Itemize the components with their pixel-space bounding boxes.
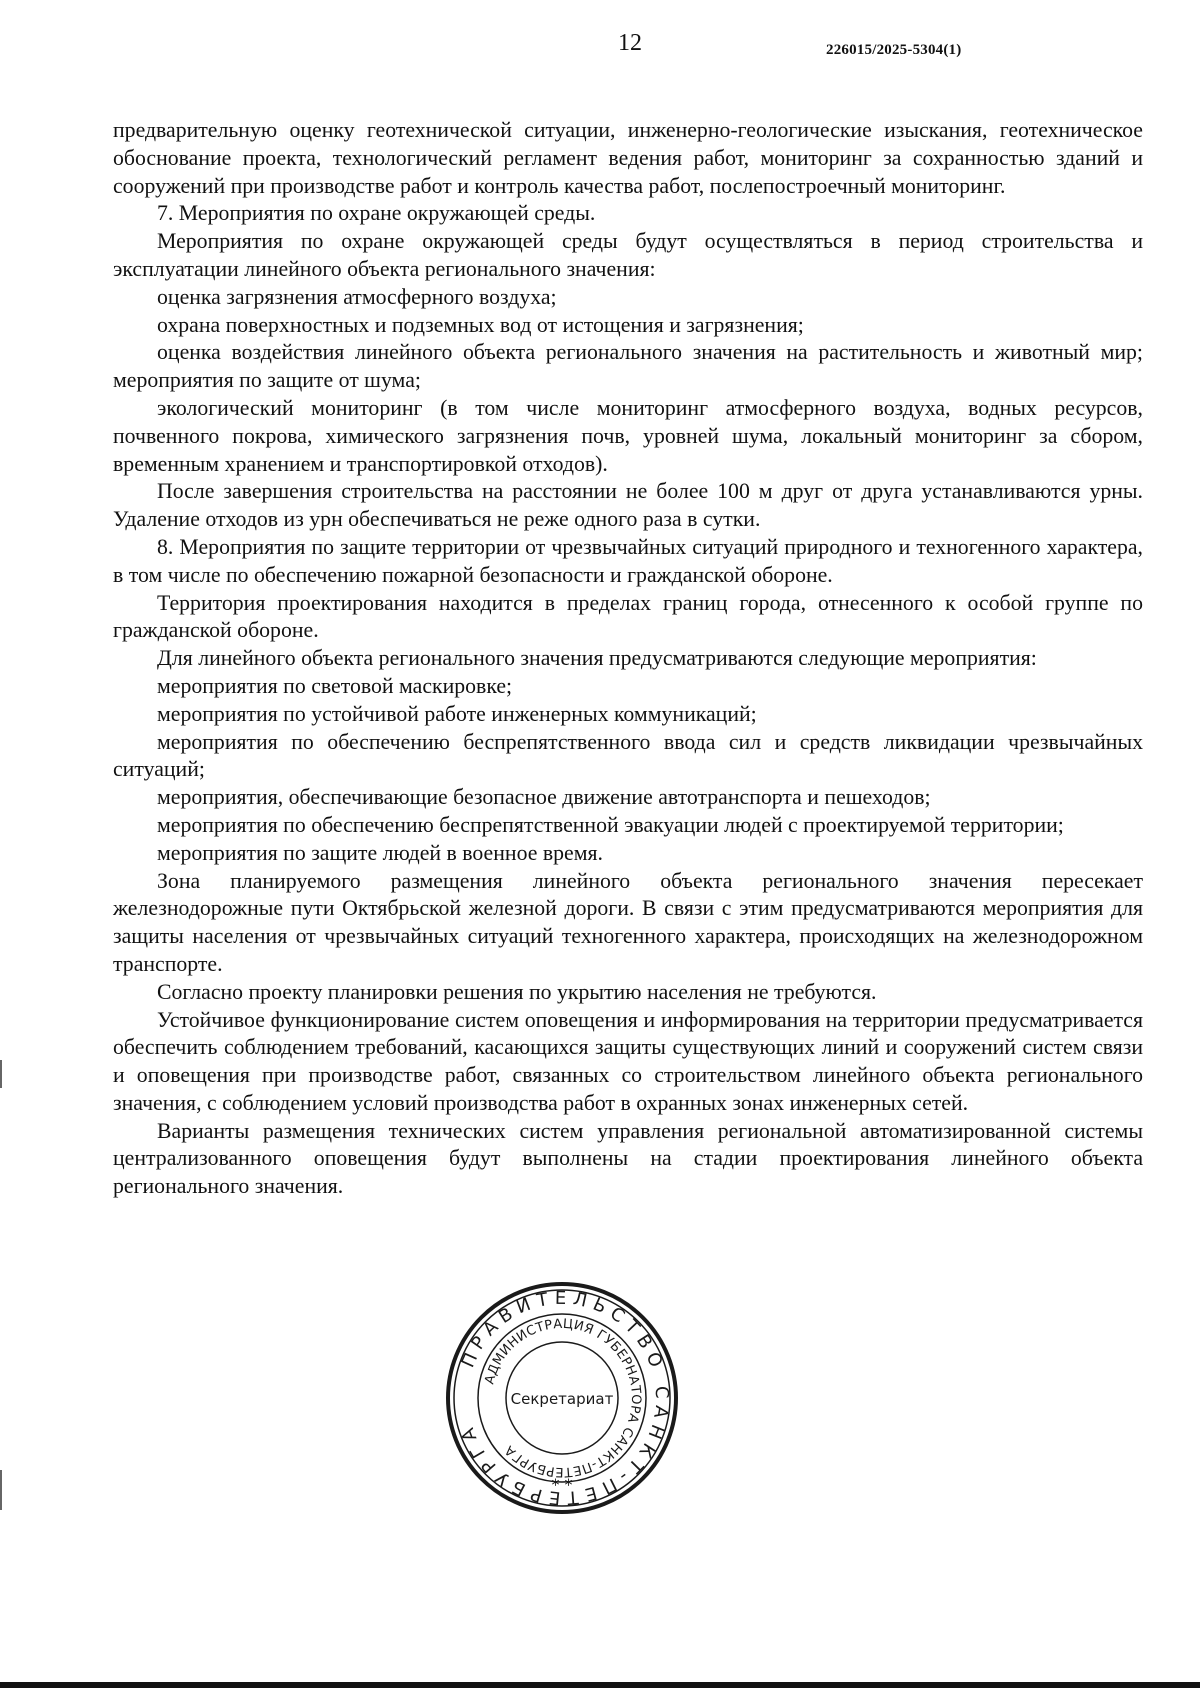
paragraph: мероприятия по обеспечению беспрепятственной эвакуации людей с проектируемой территории; xyxy=(157,812,1064,837)
seal-outer-text: ПРАВИТЕЛЬСТВО САНКТ-ПЕТЕРБУРГА xyxy=(455,1287,673,1509)
paragraph: 7. Мероприятия по охране окружающей среды. xyxy=(157,201,596,226)
scan-edge-mark xyxy=(0,1060,2,1088)
paragraph: мероприятия по защите людей в военное время. xyxy=(157,840,603,865)
paragraph: Зона планируемого размещения линейного объекта регионального значения пересекает железнодорожные пути Октябрьской железной дороги. В связи с этим предусматриваются мероприятия для защиты населения от чрезвычайных ситуаций техногенного характера, происходящих на железнодорожном транспорте. xyxy=(113,868,1143,976)
paragraph: После завершения строительства на расстоянии не более 100 м друг от друга устанавливаются урны. Удаление отходов из урн обеспечиваться не реже одного раза в сутки. xyxy=(113,479,1143,532)
page-number: 12 xyxy=(618,30,642,56)
scan-edge-mark xyxy=(0,1470,2,1510)
paragraph: мероприятия по обеспечению беспрепятственного ввода сил и средств ликвидации чрезвычайных ситуаций; xyxy=(113,729,1143,782)
paragraph: Устойчивое функционирование систем оповещения и информирования на территории предусматривается обеспечить соблюдением требований, касающихся защиты существующих линий и сооружений систем связи и оповещения при производстве работ, связанных со строительством линейного объекта регионального значения, с соблюдением условий производства работ в охранных зонах инженерных сетей. xyxy=(113,1007,1143,1115)
paragraph: экологический мониторинг (в том числе мониторинг атмосферного воздуха, водных ресурсов, почвенного покрова, химического загрязнения почв, уровней шума, локальный мониторинг за сбором, временным хранением и транспортировкой отходов). xyxy=(113,395,1143,476)
document-registration-number: 226015/2025-5304(1) xyxy=(826,42,962,58)
seal-inner-text: АДМИНИСТРАЦИЯ ГУБЕРНАТОРА САНКТ-ПЕТЕРБУРГА xyxy=(482,1316,644,1480)
paragraph: предварительную оценку геотехнической ситуации, инженерно-геологические изыскания, геотехническое обоснование проекта, технологический регламент ведения работ, мониторинг за сохранностью зданий и сооружений при производстве работ и контроль качества работ, послепостроечный мониторинг. xyxy=(113,118,1143,198)
paragraph: Территория проектирования находится в пределах границ города, отнесенного к особой группе по гражданской обороне. xyxy=(113,590,1143,643)
paragraph: 8. Мероприятия по защите территории от чрезвычайных ситуаций природного и техногенного характера, в том числе по обеспечению пожарной безопасности и гражданской обороне. xyxy=(113,534,1143,587)
paragraph: оценка загрязнения атмосферного воздуха; xyxy=(157,284,557,309)
paragraph: Варианты размещения технических систем управления региональной автоматизированной системы централизованного оповещения будут выполнены на стадии проектирования линейного объекта регионального значения. xyxy=(113,1118,1143,1199)
paragraph: мероприятия, обеспечивающие безопасное движение автотранспорта и пешеходов; xyxy=(157,785,931,810)
paragraph: мероприятия по устойчивой работе инженерных коммуникаций; xyxy=(157,701,757,726)
scan-border-line xyxy=(0,1682,1200,1688)
paragraph: Для линейного объекта регионального значения предусматриваются следующие мероприятия: xyxy=(157,646,1037,671)
seal-stars: * * xyxy=(551,1475,573,1494)
paragraph: Согласно проекту планировки решения по укрытию населения не требуются. xyxy=(157,979,877,1004)
seal-center-text: Секретариат xyxy=(510,1390,614,1408)
paragraph: Мероприятия по охране окружающей среды будут осуществляться в период строительства и эксплуатации линейного объекта регионального значения: xyxy=(113,229,1143,281)
paragraph: мероприятия по световой маскировке; xyxy=(157,673,513,698)
document-body xyxy=(113,117,1143,1201)
official-seal-stamp xyxy=(442,1278,682,1518)
paragraph: оценка воздействия линейного объекта регионального значения на растительность и животный мир; мероприятия по защите от шума; xyxy=(113,340,1143,393)
paragraph: охрана поверхностных и подземных вод от истощения и загрязнения; xyxy=(157,312,804,337)
